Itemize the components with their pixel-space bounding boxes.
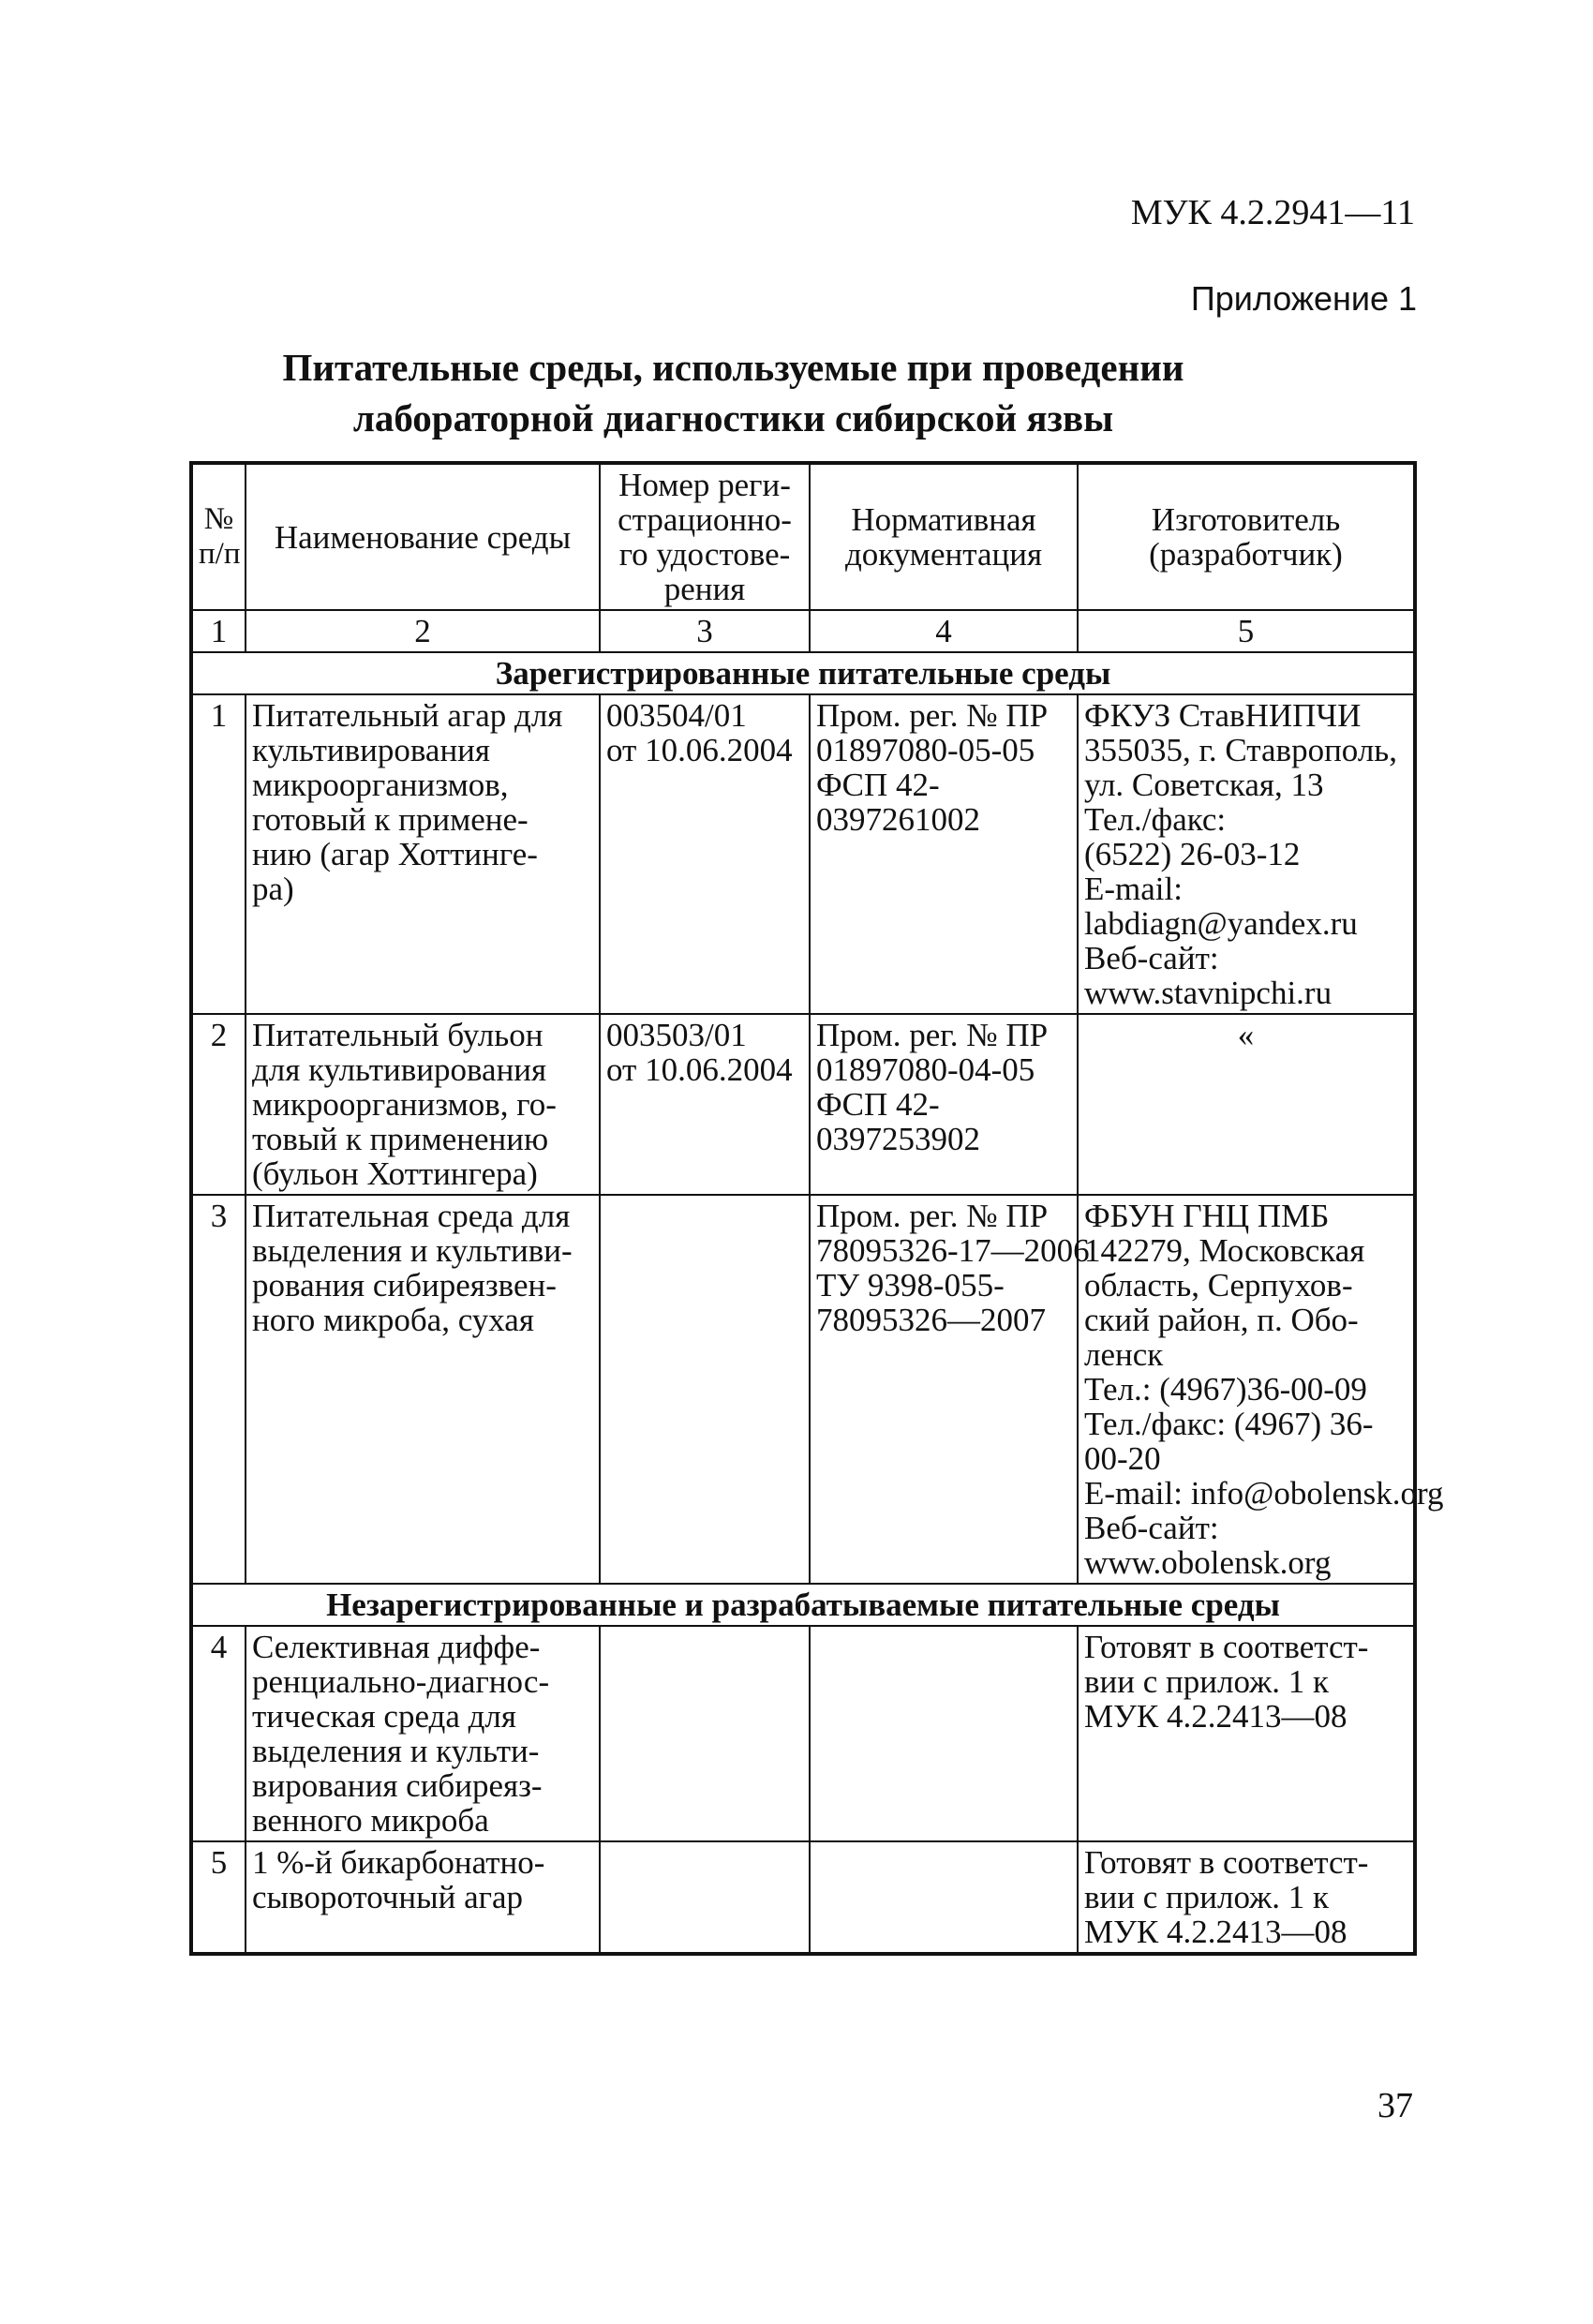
manufacturer-line: вии с прилож. 1 к	[1084, 1663, 1330, 1700]
header-text-line: п/п	[199, 537, 241, 571]
manufacturer-line: МУК 4.2.2413—08	[1084, 1914, 1347, 1950]
table-row	[191, 1195, 1415, 1584]
section-unregistered-label: Незарегистрированные и разрабатываемые питательные среды	[191, 1584, 1415, 1626]
title-line-1: Питательные среды, используемые при проведении	[282, 346, 1184, 389]
medium-name-line: Селективная диффе-	[252, 1629, 541, 1665]
header-text-line: Нормативная	[851, 501, 1036, 538]
appendix-label: Приложение 1	[1190, 279, 1417, 318]
registration-number-cell	[600, 694, 810, 1014]
page-number: 37	[1377, 2086, 1413, 2125]
manufacturer-cell	[1078, 1626, 1415, 1841]
normative-docs-line: 0397261002	[816, 801, 980, 838]
normative-docs-cell	[810, 694, 1078, 1014]
section-unregistered	[191, 1584, 1415, 1626]
medium-name-line: нию (агар Хоттинге-	[252, 836, 538, 872]
medium-name-cell	[246, 694, 600, 1014]
manufacturer-cell	[1078, 1841, 1415, 1954]
section-registered-label: Зарегистрированные питательные среды	[191, 652, 1415, 694]
registration-number-line: от 10.06.2004	[606, 1051, 793, 1088]
registration-number-cell	[600, 1626, 810, 1841]
column-number-row	[191, 610, 1415, 652]
col-number-4: 4	[810, 610, 1078, 652]
col-number-2: 2	[246, 610, 600, 652]
medium-name-line: ренциально-диагнос-	[252, 1663, 550, 1700]
medium-name-line: ного микроба, сухая	[252, 1302, 534, 1338]
normative-docs-line: 01897080-04-05	[816, 1051, 1035, 1088]
header-text-line: документация	[844, 536, 1043, 573]
medium-name-line: сывороточный агар	[252, 1879, 524, 1915]
registration-number-line: от 10.06.2004	[606, 732, 793, 768]
normative-docs-line: 78095326-17—2006	[816, 1232, 1090, 1269]
manufacturer-line: «	[1237, 1017, 1255, 1053]
normative-docs-cell	[810, 1195, 1090, 1584]
manufacturer-line: ФБУН ГНЦ ПМБ	[1084, 1198, 1330, 1234]
title-line-2: лабораторной диагностики сибирской язвы	[352, 396, 1114, 439]
nutrient-media-table	[189, 461, 1444, 1956]
medium-name-line: вирования сибиреяз-	[252, 1767, 543, 1804]
row-number: 5	[191, 1841, 246, 1954]
manufacturer-line: Тел./факс: (4967) 36-	[1084, 1406, 1374, 1442]
header-col-1	[191, 463, 246, 610]
manufacturer-line: ленск	[1084, 1336, 1164, 1373]
medium-name-line: микроорганизмов,	[252, 767, 509, 803]
normative-docs-line: Пром. рег. № ПР	[816, 1017, 1049, 1053]
manufacturer-line: 142279, Московская	[1084, 1232, 1365, 1269]
table-row	[191, 1841, 1415, 1954]
manufacturer-line: Тел.: (4967)36-00-09	[1084, 1371, 1367, 1408]
header-col-2	[246, 463, 600, 610]
medium-name-cell	[246, 1195, 600, 1584]
col-number-3: 3	[600, 610, 810, 652]
normative-docs-cell	[810, 1014, 1078, 1195]
medium-name-line: ра)	[252, 871, 294, 907]
medium-name-cell	[246, 1841, 600, 1954]
medium-name-cell	[246, 1014, 600, 1195]
row-number: 1	[191, 694, 246, 1014]
manufacturer-line: E-mail:	[1084, 871, 1183, 907]
header-text-line: №	[203, 502, 234, 536]
manufacturer-line: ский район, п. Обо-	[1084, 1302, 1359, 1338]
manufacturer-line: Готовят в соответст-	[1084, 1629, 1369, 1665]
col-number-5: 5	[1078, 610, 1415, 652]
normative-docs-cell	[810, 1841, 1078, 1954]
manufacturer-line: E-mail: info@obolensk.org	[1084, 1475, 1444, 1512]
section-registered	[191, 652, 1415, 694]
manufacturer-line: Тел./факс:	[1084, 801, 1227, 838]
header-col-3	[600, 463, 810, 610]
manufacturer-line: www.stavnipchi.ru	[1084, 975, 1332, 1011]
header-text-line: (разработчик)	[1149, 536, 1343, 573]
table-row	[191, 1014, 1415, 1195]
page-title	[0, 342, 1593, 443]
manufacturer-cell	[1078, 1014, 1415, 1195]
normative-docs-line: 0397253902	[816, 1121, 980, 1157]
medium-name-line: венного микроба	[252, 1802, 489, 1839]
manufacturer-line: Готовят в соответст-	[1084, 1844, 1369, 1881]
header-text-line: го удостове-	[618, 536, 791, 573]
manufacturer-line: 355035, г. Ставрополь,	[1084, 732, 1398, 768]
normative-docs-line: ТУ 9398-055-	[816, 1267, 1005, 1304]
medium-name-line: 1 %-й бикарбонатно-	[252, 1844, 545, 1881]
table-row	[191, 694, 1415, 1014]
document-code: МУК 4.2.2941—11	[1130, 193, 1415, 232]
header-text-line: Номер реги-	[618, 467, 791, 503]
manufacturer-line: ул. Советская, 13	[1084, 767, 1324, 803]
manufacturer-line: Веб-сайт:	[1084, 1510, 1219, 1546]
row-number: 4	[191, 1626, 246, 1841]
row-number: 3	[191, 1195, 246, 1584]
medium-name-line: для культивирования	[252, 1051, 547, 1088]
medium-name-line: выделения и культи-	[252, 1733, 540, 1769]
medium-name-line: культивирования	[252, 732, 491, 768]
medium-name-line: Питательный бульон	[252, 1017, 543, 1053]
medium-name-line: выделения и культиви-	[252, 1232, 573, 1269]
normative-docs-line: ФСП 42-	[816, 1086, 940, 1123]
manufacturer-line: (6522) 26-03-12	[1084, 836, 1301, 872]
normative-docs-cell	[810, 1626, 1078, 1841]
medium-name-line: тическая среда для	[252, 1698, 516, 1735]
manufacturer-cell	[1078, 1195, 1444, 1584]
normative-docs-line: Пром. рег. № ПР	[816, 1198, 1049, 1234]
manufacturer-line: www.obolensk.org	[1084, 1544, 1332, 1581]
medium-name-line: Питательная среда для	[252, 1198, 571, 1234]
manufacturer-line: область, Серпухов-	[1084, 1267, 1353, 1304]
normative-docs-line: 01897080-05-05	[816, 732, 1035, 768]
manufacturer-line: labdiagn@yandex.ru	[1084, 905, 1358, 942]
header-col-5	[1078, 463, 1415, 610]
manufacturer-line: МУК 4.2.2413—08	[1084, 1698, 1347, 1735]
normative-docs-line: Пром. рег. № ПР	[816, 697, 1049, 734]
manufacturer-line: Веб-сайт:	[1084, 940, 1219, 976]
header-text-line: Изготовитель	[1151, 501, 1341, 538]
manufacturer-line: вии с прилож. 1 к	[1084, 1879, 1330, 1915]
registration-number-cell	[600, 1841, 810, 1954]
col-number-1: 1	[191, 610, 246, 652]
manufacturer-line: ФКУЗ СтавНИПЧИ	[1084, 697, 1362, 734]
registration-number-cell	[600, 1195, 810, 1584]
row-number: 2	[191, 1014, 246, 1195]
medium-name-line: готовый к примене-	[252, 801, 529, 838]
manufacturer-cell	[1078, 694, 1415, 1014]
medium-name-line: рования сибиреязвен-	[252, 1267, 557, 1304]
normative-docs-line: 78095326—2007	[816, 1302, 1046, 1338]
registration-number-line: 003504/01	[606, 697, 747, 734]
table-row	[191, 1626, 1415, 1841]
header-text-line: рения	[663, 571, 746, 607]
registration-number-line: 003503/01	[606, 1017, 747, 1053]
manufacturer-line: 00-20	[1084, 1440, 1161, 1477]
normative-docs-line: ФСП 42-	[816, 767, 940, 803]
header-text-line: страционно-	[618, 501, 792, 538]
medium-name-line: товый к применению	[252, 1121, 549, 1157]
header-row	[191, 463, 1415, 610]
medium-name-cell	[246, 1626, 600, 1841]
medium-name-line: Питательный агар для	[252, 697, 563, 734]
medium-name-line: микроорганизмов, го-	[252, 1086, 557, 1123]
header-col-4	[810, 463, 1078, 610]
registration-number-cell	[600, 1014, 810, 1195]
medium-name-line: (бульон Хоттингера)	[252, 1155, 538, 1192]
header-text-line: Наименование среды	[274, 518, 572, 556]
